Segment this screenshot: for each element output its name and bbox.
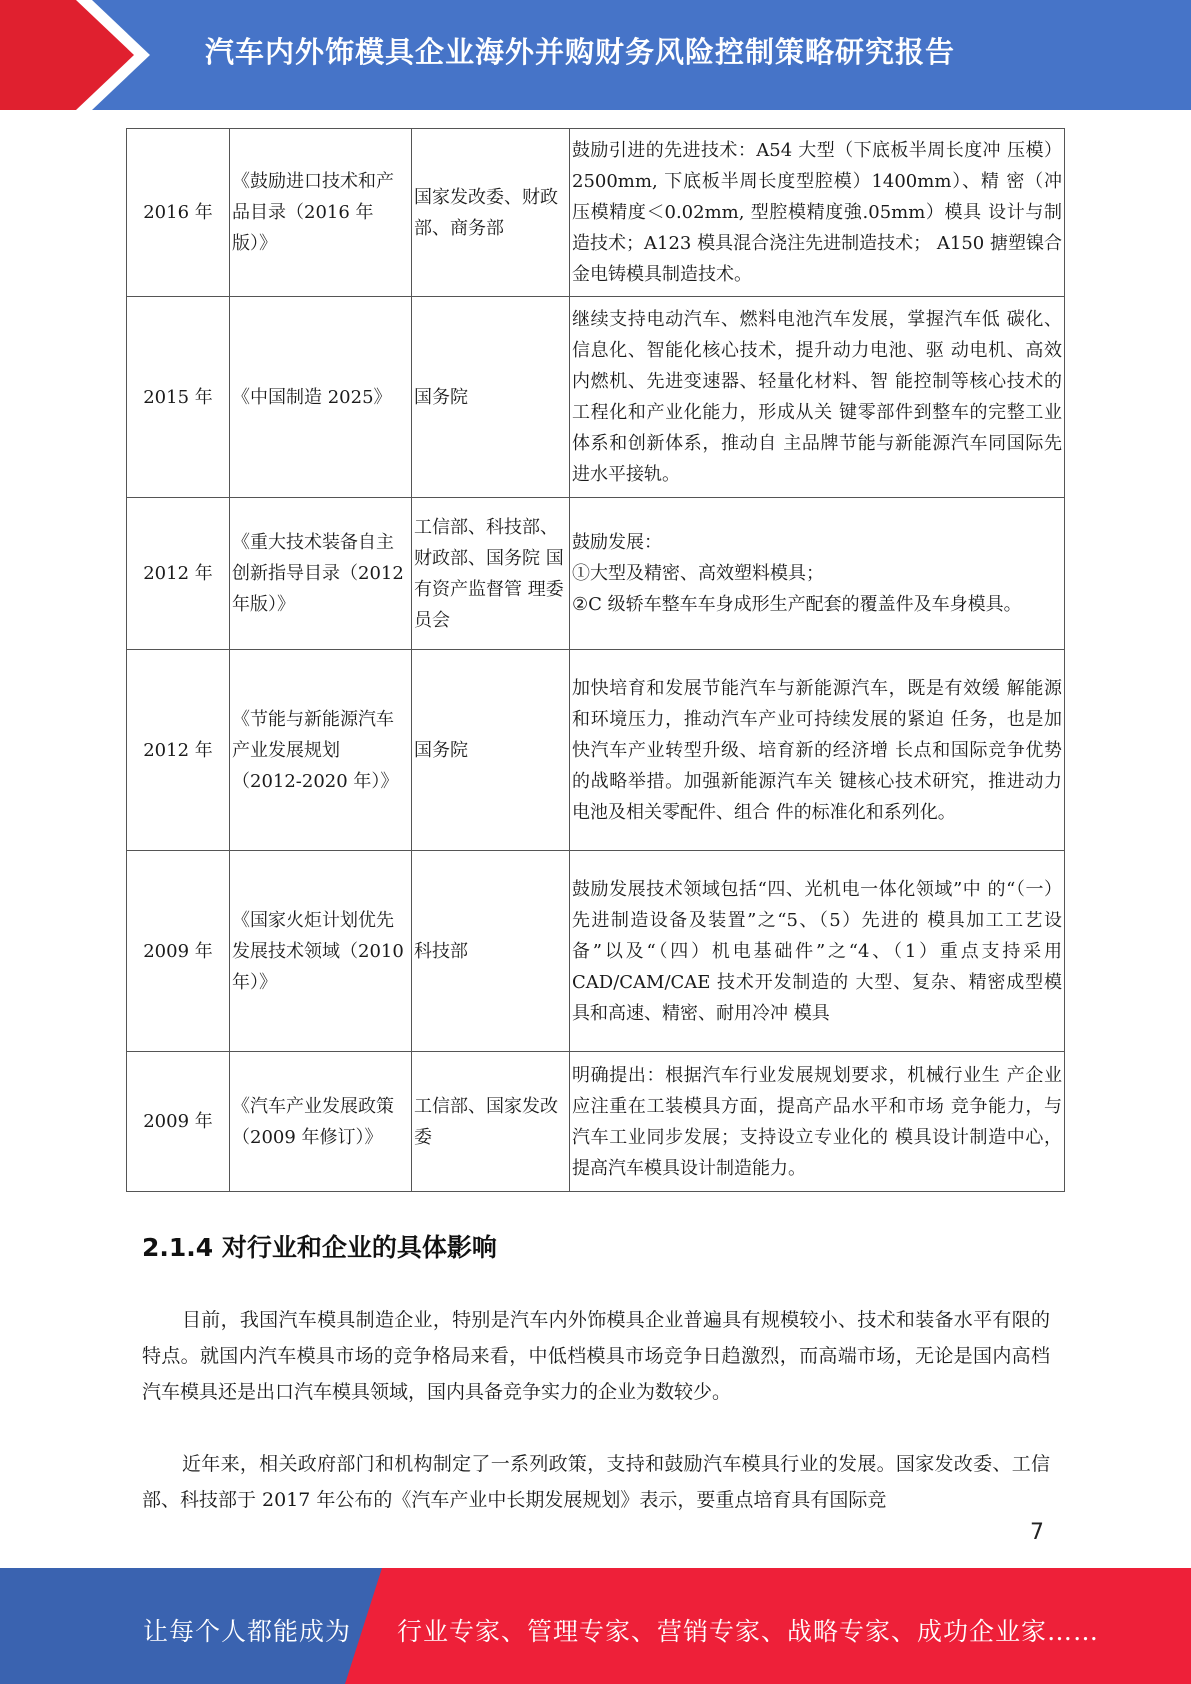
table-row — [127, 129, 1065, 297]
footer-slogan-left: 让每个人都能成为 — [143, 1617, 352, 1646]
table-cell-year: 2016 年 — [127, 129, 230, 297]
table-cell-content: 鼓励发展技术领域包括“四、光机电一体化领域”中 的“（一）先进制造设备及装置”之“5、（5）先进的 模具加工工艺设备”以及“（四）机电基础件”之“4、（1）重点支持采用 CAD/CAM/CAE 技术开发制造的 大型、复杂、精密成型模具和高速、精密、耐用冷冲 模具 — [570, 851, 1065, 1052]
content-line: ②C 级轿车整车车身成形生产配套的覆盖件及车身模具。 — [572, 594, 1022, 615]
content-line: ①大型及精密、高效塑料模具； — [572, 563, 824, 584]
table-cell-document: 《中国制造 2025》 — [230, 297, 412, 498]
policy-table — [126, 128, 1065, 1192]
header-arrow-decoration — [0, 0, 150, 110]
table-row — [127, 297, 1065, 498]
table-cell-document: 《重大技术装备自主创新指导目录（2012 年版）》 — [230, 498, 412, 650]
page-header — [0, 0, 1191, 110]
table-cell-year: 2012 年 — [127, 650, 230, 851]
table-cell-content: 明确提出：根据汽车行业发展规划要求，机械行业生 产企业应注重在工装模具方面，提高产品水平和市场 竞争能力，与汽车工业同步发展；支持设立专业化的 模具设计制造中心，提高汽车模具设计制造能力。 — [570, 1052, 1065, 1192]
content-line: 鼓励发展： — [572, 532, 662, 553]
footer-slogan-right: 行业专家、管理专家、营销专家、战略专家、成功企业家…… — [397, 1617, 1100, 1646]
table-cell-year: 2015 年 — [127, 297, 230, 498]
table-cell-year: 2012 年 — [127, 498, 230, 650]
section-heading: 2.1.4 对行业和企业的具体影响 — [142, 1233, 497, 1262]
table-cell-issuer: 科技部 — [412, 851, 570, 1052]
body-paragraph: 近年来，相关政府部门和机构制定了一系列政策，支持和鼓励汽车模具行业的发展。国家发改委、工信部、科技部于 2017 年公布的《汽车产业中长期发展规划》表示，要重点培育具有国际竞 — [142, 1453, 1050, 1511]
table-cell-document: 《国家火炬计划优先发展技术领域（2010 年）》 — [230, 851, 412, 1052]
table-cell-year: 2009 年 — [127, 851, 230, 1052]
table-cell-issuer: 国务院 — [412, 650, 570, 851]
table-cell-issuer: 工信部、科技部、 财政部、国务院 国有资产监督管 理委员会 — [412, 498, 570, 650]
table-cell-document: 《节能与新能源汽车产业发展规划（2012-2020 年）》 — [230, 650, 412, 851]
table-row — [127, 851, 1065, 1052]
page-number: 7 — [1030, 1520, 1044, 1545]
table-row — [127, 650, 1065, 851]
table-cell-document: 《汽车产业发展政策（2009 年修订）》 — [230, 1052, 412, 1192]
table-cell-issuer: 国家发改委、财政部、商务部 — [412, 129, 570, 297]
table-cell-issuer: 工信部、国家发改委 — [412, 1052, 570, 1192]
body-paragraph: 目前，我国汽车模具制造企业，特别是汽车内外饰模具企业普遍具有规模较小、技术和装备水平有限的特点。就国内汽车模具市场的竞争格局来看，中低档模具市场竞争日趋激烈，而高端市场，无论是国内高档汽车模具还是出口汽车模具领域，国内具备竞争实力的企业为数较少。 — [142, 1309, 1050, 1403]
table-cell-year: 2009 年 — [127, 1052, 230, 1192]
table-cell-issuer: 国务院 — [412, 297, 570, 498]
table-cell-content: 加快培育和发展节能汽车与新能源汽车，既是有效缓 解能源和环境压力，推动汽车产业可持续发展的紧迫 任务，也是加快汽车产业转型升级、培育新的经济增 长点和国际竞争优势的战略举措。加强新能源汽车关 键核心技术研究，推进动力电池及相关零配件、组合 件的标准化和系列化。 — [570, 650, 1065, 851]
table-row — [127, 1052, 1065, 1192]
table-cell-content: 鼓励引进的先进技术：A54 大型（下底板半周长度冲 压模）2500mm, 下底板半周长度型腔模）1400mm）、精 密（冲压模精度＜0.02mm, 型腔模精度強.05mm）模具 设计与制造技术；A123 模具混合浇注先进制造技术； A150 搪塑镍合金电铸模具制造技术。 — [570, 129, 1065, 297]
report-title: 汽车内外饰模具企业海外并购财务风险控制策略研究报告 — [205, 35, 956, 69]
table-cell-document: 《鼓励进口技术和产品目录（2016 年版）》 — [230, 129, 412, 297]
table-cell-content — [570, 498, 1065, 650]
table-row — [127, 498, 1065, 650]
table-cell-content: 继续支持电动汽车、燃料电池汽车发展，掌握汽车低 碳化、信息化、智能化核心技术，提升动力电池、驱 动电机、高效内燃机、先进变速器、轻量化材料、智 能控制等核心技术的工程化和产业化能力，形成从关 键零部件到整车的完整工业体系和创新体系，推动自 主品牌节能与新能源汽车同国际先进水平接轨。 — [570, 297, 1065, 498]
